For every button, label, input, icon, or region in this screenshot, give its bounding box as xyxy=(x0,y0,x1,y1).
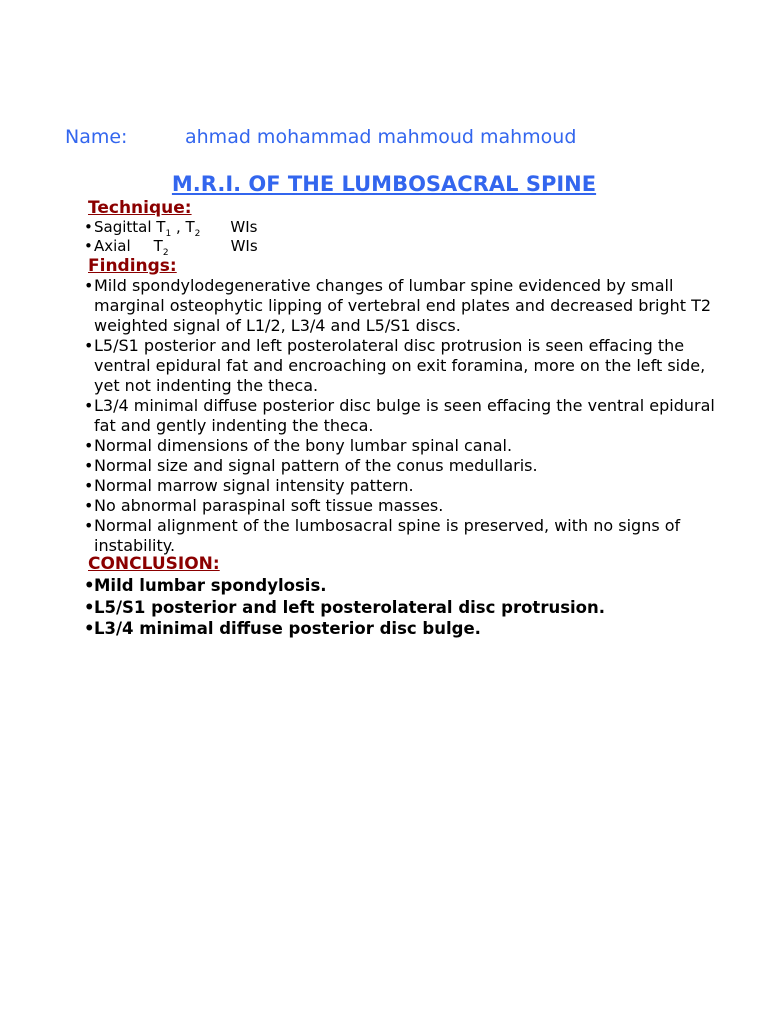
sagittal-sub-1: 1 xyxy=(165,229,172,239)
sagittal-plane: Sagittal T xyxy=(94,218,166,236)
sagittal-suffix: WIs xyxy=(230,218,258,236)
findings-heading: Findings: xyxy=(88,256,177,276)
finding-item: • Normal size and signal pattern of the conus medullaris. xyxy=(84,456,724,476)
sagittal-sub-2: 2 xyxy=(194,229,201,239)
conclusion-list xyxy=(84,575,744,640)
finding-item: • L3/4 minimal diffuse posterior disc bulge is seen effacing the ventral epidural fat and gently indenting the theca. xyxy=(84,396,724,436)
findings-list xyxy=(84,276,724,556)
axial-t: T xyxy=(153,237,163,255)
conclusion-heading: CONCLUSION: xyxy=(88,554,220,574)
report-title: M.R.I. OF THE LUMBOSACRAL SPINE xyxy=(171,172,597,196)
technique-heading: Technique: xyxy=(88,198,192,218)
finding-item: • L5/S1 posterior and left posterolateral disc protrusion is seen effacing the ventral epidural fat and encroaching on exit foramina, more on the left side, yet not indenting the theca. xyxy=(84,336,724,396)
axial-suffix: WIs xyxy=(230,237,258,255)
patient-name-label: Name: xyxy=(65,126,128,148)
axial-plane: Axial xyxy=(94,237,131,255)
patient-name-value: ahmad mohammad mahmoud mahmoud xyxy=(185,126,577,148)
sagittal-mid: , T xyxy=(171,218,195,236)
finding-item: • Normal marrow signal intensity pattern. xyxy=(84,476,724,496)
conclusion-item: • L3/4 minimal diffuse posterior disc bulge. xyxy=(84,618,744,640)
patient-name-line xyxy=(65,126,576,148)
axial-sub-2: 2 xyxy=(162,248,169,258)
finding-item: • Normal dimensions of the bony lumbar spinal canal. xyxy=(84,436,724,456)
finding-item: • No abnormal paraspinal soft tissue masses. xyxy=(84,496,724,516)
finding-item: • Normal alignment of the lumbosacral spine is preserved, with no signs of instability. xyxy=(84,516,724,556)
bullet-icon: • xyxy=(84,218,93,236)
bullet-icon: • xyxy=(84,237,93,255)
conclusion-item: • L5/S1 posterior and left posterolateral disc protrusion. xyxy=(84,597,744,619)
conclusion-item: • Mild lumbar spondylosis. xyxy=(84,575,744,597)
finding-item: • Mild spondylodegenerative changes of lumbar spine evidenced by small marginal osteophytic lipping of vertebral end plates and decreased bright T2 weighted signal of L1/2, L3/4 and L5/S1 discs. xyxy=(84,276,724,336)
